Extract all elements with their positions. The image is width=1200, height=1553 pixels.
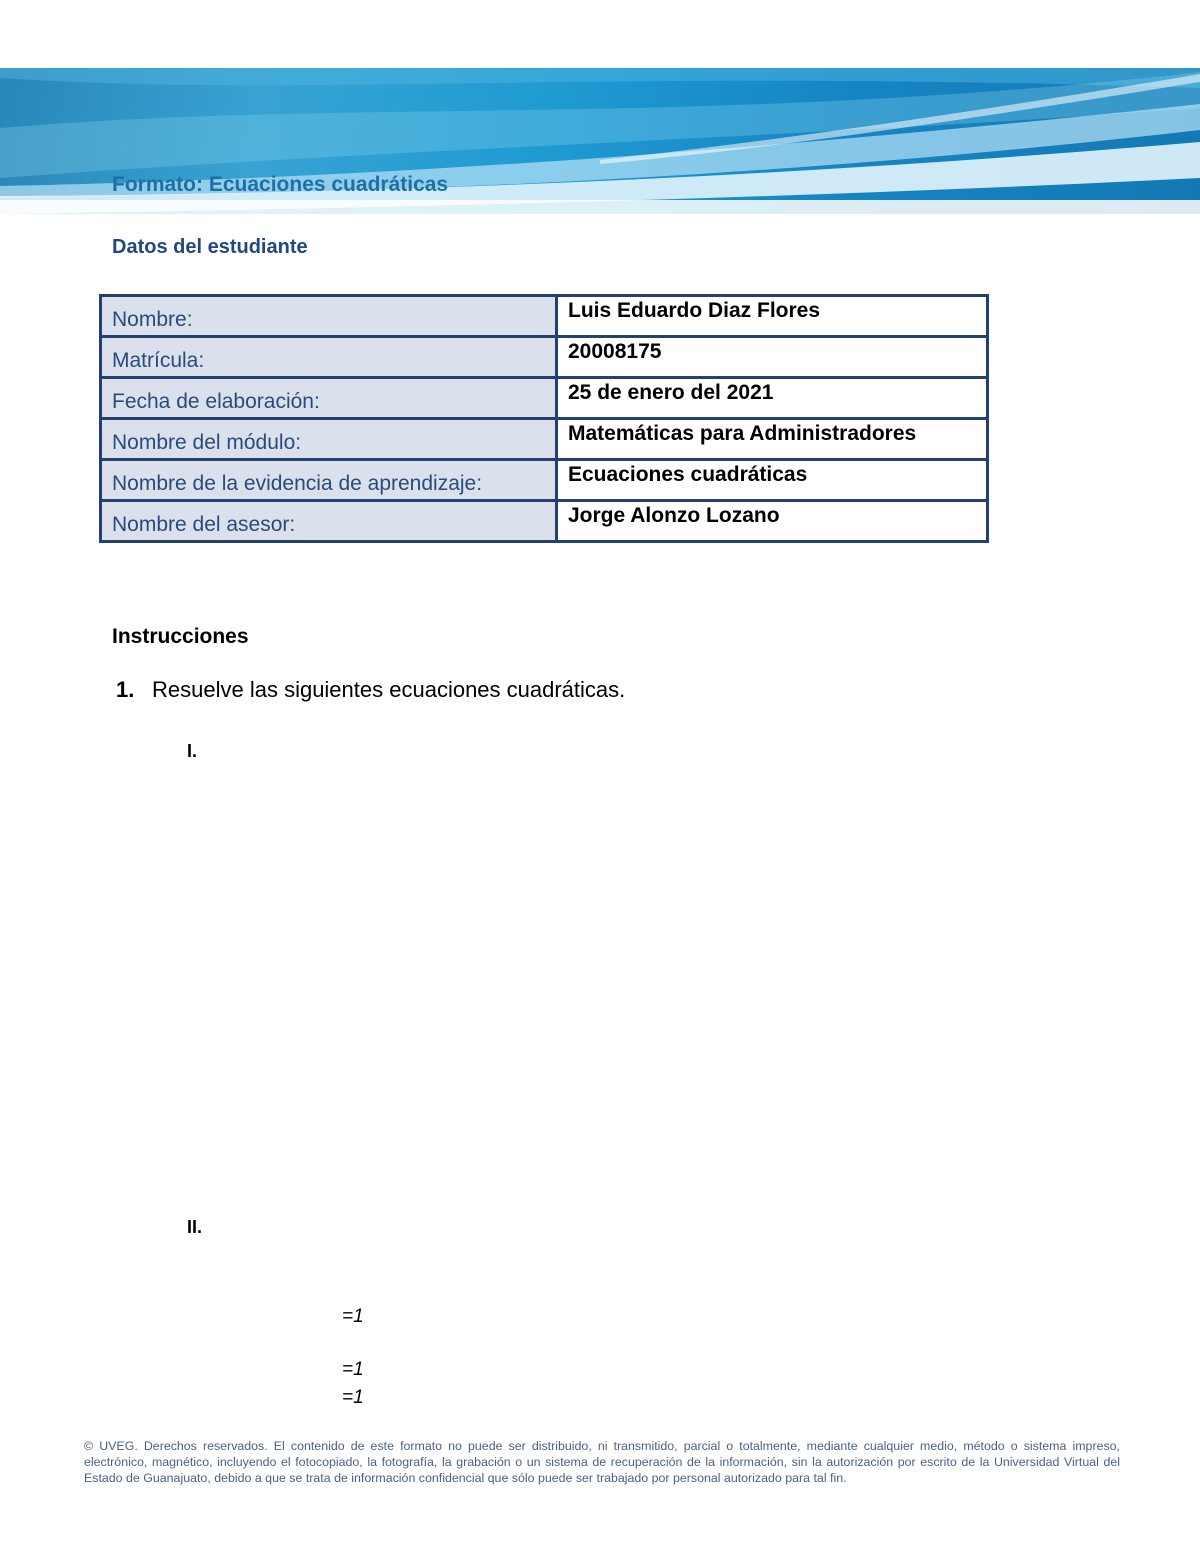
document-title: Formato: Ecuaciones cuadráticas	[112, 173, 449, 196]
instruction-number: 1.	[116, 677, 135, 702]
field-label-fecha: Fecha de elaboración:	[101, 378, 557, 419]
field-value-matricula: 20008175	[557, 337, 988, 378]
sub-item-ii: II.	[187, 1217, 203, 1237]
table-row	[101, 460, 988, 501]
equation-line: =1	[342, 1359, 364, 1380]
equation-line: =1	[342, 1387, 364, 1408]
field-label-modulo: Nombre del módulo:	[101, 419, 557, 460]
table-row	[101, 337, 988, 378]
field-label-matricula: Matrícula:	[101, 337, 557, 378]
sub-item-i: I.	[187, 741, 198, 761]
table-row	[101, 378, 988, 419]
student-data-heading: Datos del estudiante	[112, 236, 308, 258]
field-value-nombre: Luis Eduardo Diaz Flores	[557, 296, 988, 337]
table-row	[101, 419, 988, 460]
field-value-evidencia: Ecuaciones cuadráticas	[557, 460, 988, 501]
field-label-nombre: Nombre:	[101, 296, 557, 337]
instruction-text: Resuelve las siguientes ecuaciones cuadráticas.	[152, 677, 626, 702]
student-data-table	[99, 294, 989, 543]
table-row	[101, 296, 988, 337]
instruction-item	[116, 676, 625, 704]
field-value-modulo: Matemáticas para Administradores	[557, 419, 988, 460]
instructions-heading: Instrucciones	[112, 625, 249, 648]
field-value-asesor: Jorge Alonzo Lozano	[557, 501, 988, 542]
field-label-evidencia: Nombre de la evidencia de aprendizaje:	[101, 460, 557, 501]
field-label-asesor: Nombre del asesor:	[101, 501, 557, 542]
copyright-footer: © UVEG. Derechos reservados. El contenido de este formato no puede ser distribuido, ni transmitido, parcial o totalmente, mediante cualquier medio, método o sistema impreso, electrónico, magnético, incluyendo el fotocopiado, la fotografía, la grabación o un sistema de recuperación de la información, sin la autorización por escrito de la Universidad Virtual del Estado de Guanajuato, debido a que se trata de información confidencial que sólo puede ser trabajado por personal autorizado para tal fin.	[84, 1439, 1120, 1485]
table-row	[101, 501, 988, 542]
equation-line: =1	[342, 1306, 364, 1327]
field-value-fecha: 25 de enero del 2021	[557, 378, 988, 419]
